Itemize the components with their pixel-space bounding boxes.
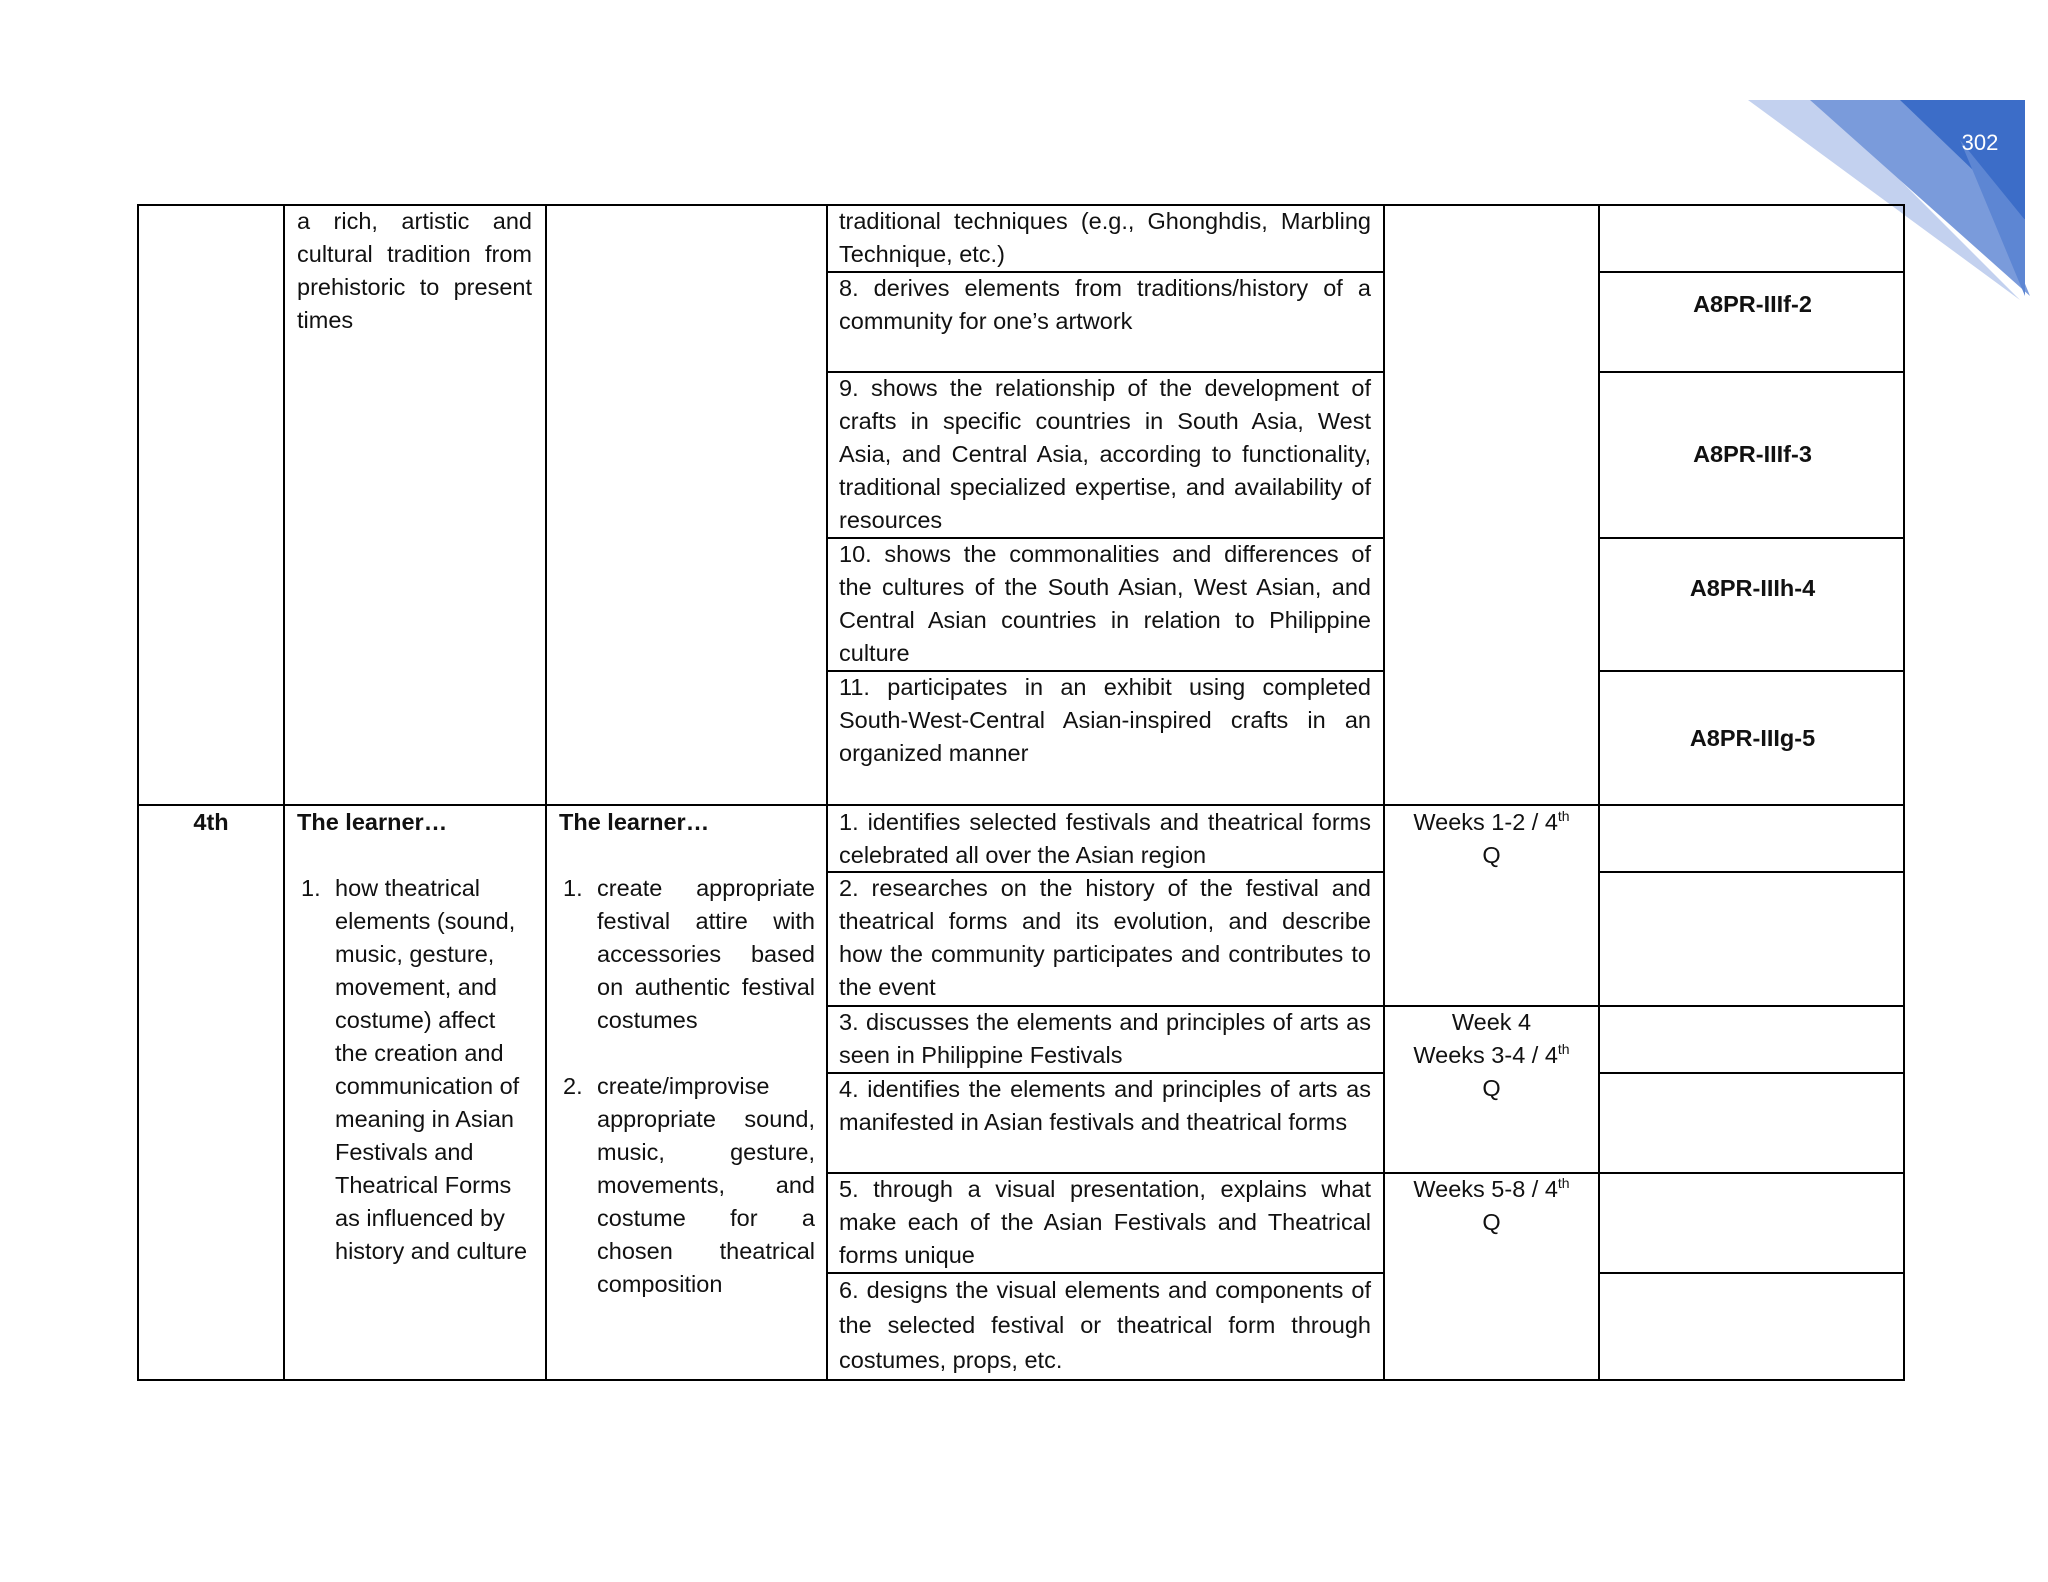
col-divider-3 [826, 204, 828, 1381]
ordinal-suffix: th [1557, 1175, 1570, 1192]
schedule-weeks-5-8-text: Weeks 5-8 / 4 [1413, 1176, 1558, 1202]
code-cell: A8PR-IIIf-2 [1693, 291, 1812, 317]
row-divider-q4-code-a [1598, 871, 1905, 873]
competency-cell: 10. shows the commonalities and differences of the cultures of the South Asian, West Asian, and Central Asian countries in relation to Philippine culture [839, 541, 1371, 666]
content-item-text: how theatrical elements (sound, music, gesture, movement, and costume) affect the creation and communication of meaning in Asian Festivals and Theatrical Forms as influenced by history and culture [335, 875, 528, 1264]
competency-cell: 1. identifies selected festivals and theatrical forms celebrated all over the Asian region [839, 809, 1371, 868]
code-cell: A8PR-IIIf-3 [1693, 441, 1812, 467]
performance-standard-heading: The learner… [559, 809, 710, 835]
schedule-week-4: Week 4 [1451, 1009, 1532, 1035]
competency-cell: traditional techniques (e.g., Ghonghdis, Marbling Technique, etc.) [839, 208, 1371, 267]
competency-cell: 8. derives elements from traditions/history of a community for one’s artwork [839, 275, 1371, 334]
row-divider-code-c [1598, 537, 1905, 539]
content-standard-heading: The learner… [297, 809, 448, 835]
table-border-bottom [137, 1379, 1905, 1381]
row-divider-q4-code-c [1598, 1072, 1905, 1074]
competency-cell: 5. through a visual presentation, explains what make each of the Asian Festivals and Theatrical forms unique [839, 1176, 1371, 1268]
performance-standard-item [559, 1070, 815, 1301]
col-divider-5 [1598, 204, 1600, 1381]
row-divider-code-b [1598, 371, 1905, 373]
content-item-number: 1. [301, 875, 321, 901]
row-divider-code-a [1598, 271, 1905, 273]
row-divider-q4-code-b [1598, 1005, 1905, 1007]
schedule-weeks-1-2-text: Weeks 1-2 / 4 [1413, 809, 1558, 835]
table-border-left [137, 204, 139, 1381]
schedule-weeks-5-8-q: Q [1482, 1209, 1501, 1235]
performance-item-text: create appropriate festival attire with accessories based on authentic festival costumes [597, 875, 815, 1033]
competency-cell: 9. shows the relationship of the development of crafts in specific countries in South Asia, West Asia, and Central Asia, according to functionality, traditional specialized expertise, and availability of resources [839, 375, 1371, 533]
competency-cell: 6. designs the visual elements and components of the selected festival or theatrical form through costumes, props, etc. [839, 1277, 1371, 1373]
schedule-weeks-3-4-q: Q [1482, 1075, 1501, 1101]
ordinal-suffix: th [1557, 1041, 1570, 1058]
col-divider-2 [545, 204, 547, 1381]
code-cell: A8PR-IIIg-5 [1689, 725, 1816, 751]
col-divider-1 [283, 204, 285, 1381]
table-border-right [1903, 204, 1905, 1381]
competency-cell: 11. participates in an exhibit using completed South-West-Central Asian-inspired crafts in an organized manner [839, 674, 1371, 766]
performance-item-number: 2. [563, 1073, 583, 1099]
content-standard-cell [297, 806, 532, 1268]
performance-standard-item [559, 872, 815, 1037]
content-standard-item [297, 872, 532, 1268]
row-divider-q4-code-e [1598, 1272, 1905, 1274]
row-divider-q4-code-d [1598, 1172, 1905, 1174]
quarter-label: 4th [193, 809, 229, 835]
competency-cell: 3. discusses the elements and principles of arts as seen in Philippine Festivals [839, 1009, 1371, 1068]
schedule-weeks-3-4-text: Weeks 3-4 / 4 [1413, 1042, 1558, 1068]
schedule-weeks-1-2 [1385, 806, 1598, 872]
code-cell: A8PR-IIIh-4 [1689, 575, 1816, 601]
performance-item-text: create/improvise appropriate sound, music, gesture, movements, and costume for a chosen theatrical composition [597, 1073, 815, 1297]
performance-standard-cell [559, 806, 815, 1301]
content-standard-continued: a rich, artistic and cultural tradition from prehistoric to present times [297, 208, 532, 333]
page-number: 302 [1961, 130, 1999, 155]
schedule-weeks-3-4 [1385, 1006, 1598, 1105]
row-divider-code-d [1598, 670, 1905, 672]
competency-cell: 2. researches on the history of the festival and theatrical forms and its evolution, and describe how the community participates and contributes to the event [839, 875, 1371, 1000]
ordinal-suffix: th [1557, 808, 1570, 825]
schedule-weeks-5-8 [1385, 1173, 1598, 1239]
competency-cell: 4. identifies the elements and principles of arts as manifested in Asian festivals and theatrical forms [839, 1076, 1371, 1135]
performance-item-number: 1. [563, 875, 583, 901]
schedule-weeks-1-2-q: Q [1482, 842, 1501, 868]
